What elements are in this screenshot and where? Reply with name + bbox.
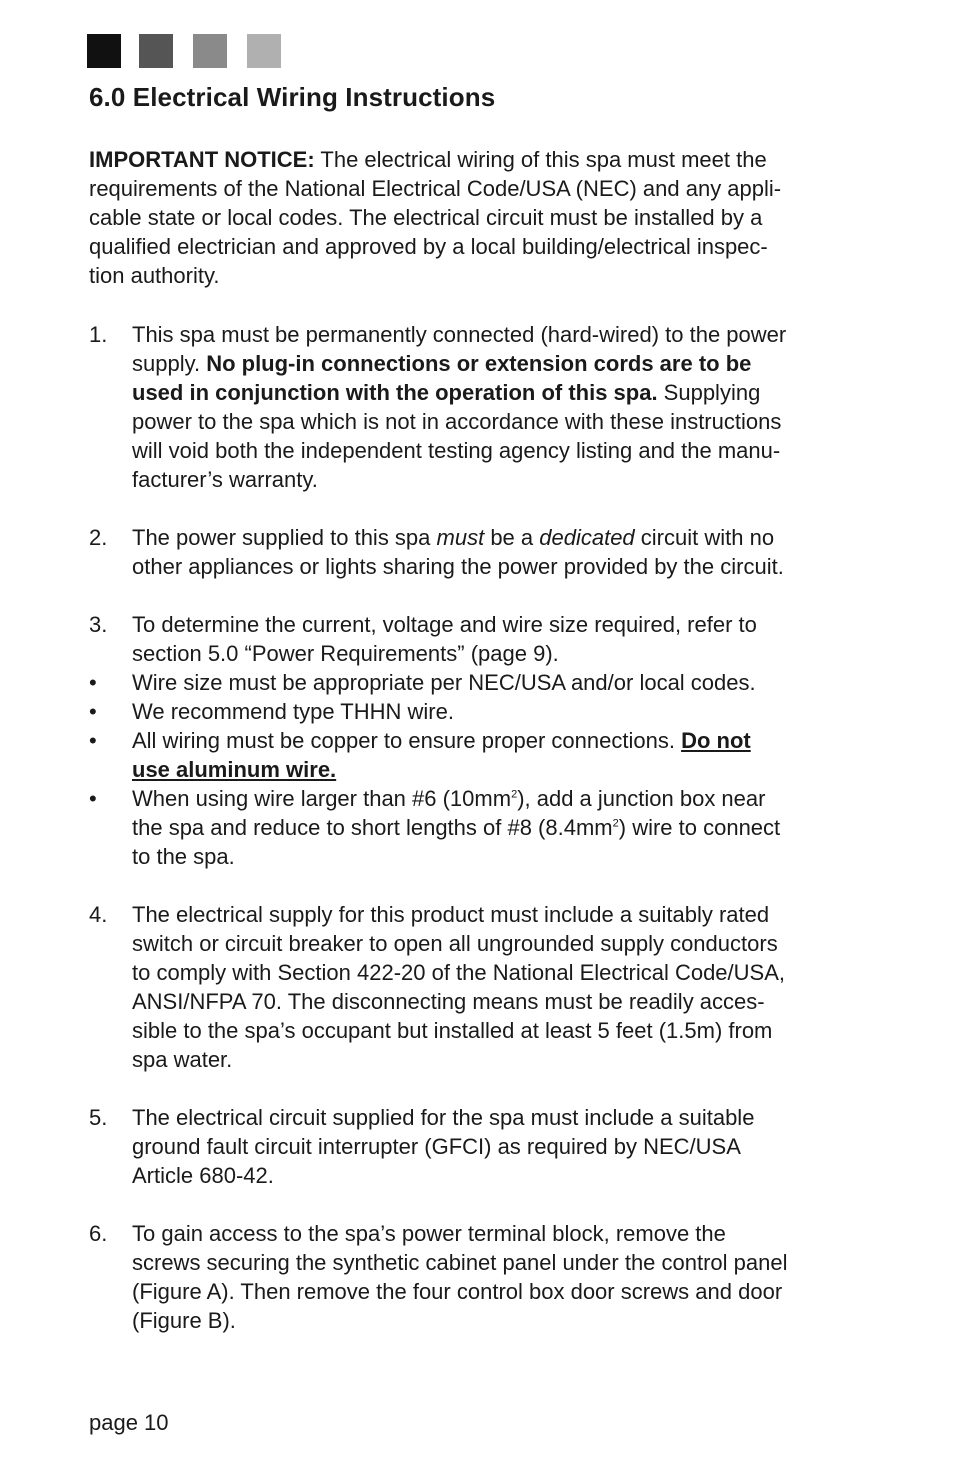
page-title: 6.0 Electrical Wiring Instructions — [89, 82, 496, 112]
item-number: 6. — [89, 1221, 108, 1246]
item-text: To gain access to the spa’s power terminal block, remove the screws securing the synthetic cabinet panel under the control panel (Figure A). Then remove the four control box door screws and door (Figure B). — [132, 1221, 788, 1333]
warning-text: use aluminum wire. — [132, 757, 337, 782]
item-number: 1. — [89, 322, 108, 347]
item-text: This spa must be permanently connected (hard-wired) to the power supply. No plug-in connections or extension cords are to be used in conjunction with the operation of this spa. Supplying power to the spa which is not in accordance with these instructions will void both the independent testing agency listing and the manu- facturer’s warranty. — [132, 322, 787, 492]
superscript: 2 — [612, 817, 619, 830]
bullet-icon: • — [89, 728, 97, 753]
item-number: 5. — [89, 1105, 108, 1130]
notice-line: The electrical wiring of this spa must meet the — [314, 147, 767, 172]
item-text: When using wire larger than #6 $(10mm^2)$, add a junction box near the spa and reduce to short lengths of #8 $(8.4mm^2)$ wire to connect to the spa. — [132, 786, 781, 869]
superscript: 2 — [511, 788, 518, 801]
notice-line: requirements of the National Electrical Code/USA (NEC) and any appli- — [89, 176, 782, 201]
bullet-icon: • — [89, 786, 97, 811]
page-number: page 10 — [89, 1410, 169, 1435]
item-text: The power supplied to this spa must be a dedicated circuit with no other appliances or lights sharing the power provided by the circuit. — [132, 525, 784, 579]
item-number: 3. — [89, 612, 108, 637]
notice-line: cable state or local codes. The electrical circuit must be installed by a — [89, 205, 763, 230]
item-number: 4. — [89, 902, 108, 927]
bullet-icon: • — [89, 670, 97, 695]
item-text: Wire size must be appropriate per NEC/USA and/or local codes. — [132, 670, 756, 695]
marker-square-light-gray — [247, 34, 281, 68]
important-notice — [89, 145, 869, 290]
notice-line: qualified electrician and approved by a local building/electrical inspec- — [89, 234, 768, 259]
item-number: 2. — [89, 525, 108, 550]
marker-square-gray — [193, 34, 227, 68]
item-text: To determine the current, voltage and wire size required, refer to section 5.0 “Power Requirements” (page 9). — [132, 612, 757, 666]
warning-text: Do not — [681, 728, 751, 753]
item-text: The electrical circuit supplied for the spa must include a suitable ground fault circuit interrupter (GFCI) as required by NEC/USA Article 680-42. — [132, 1105, 755, 1188]
marker-square-black — [87, 34, 121, 68]
notice-lead: IMPORTANT NOTICE: — [89, 147, 315, 172]
item-text: The electrical supply for this product must include a suitably rated switch or circuit breaker to open all ungrounded supply conductors to comply with Section 422-20 of the National Electrical Code/USA, ANSI/NFPA 70. The disconnecting means must be readily acces- sible to the spa’s occupant but installed at least 5 feet (1.5m) from spa water. — [132, 902, 785, 1072]
bullet-icon: • — [89, 699, 97, 724]
item-text: We recommend type THHN wire. — [132, 699, 454, 724]
marker-square-dark-gray — [139, 34, 173, 68]
item-text: All wiring must be copper to ensure proper connections. Do not use aluminum wire. — [132, 728, 751, 782]
notice-line: tion authority. — [89, 263, 220, 288]
